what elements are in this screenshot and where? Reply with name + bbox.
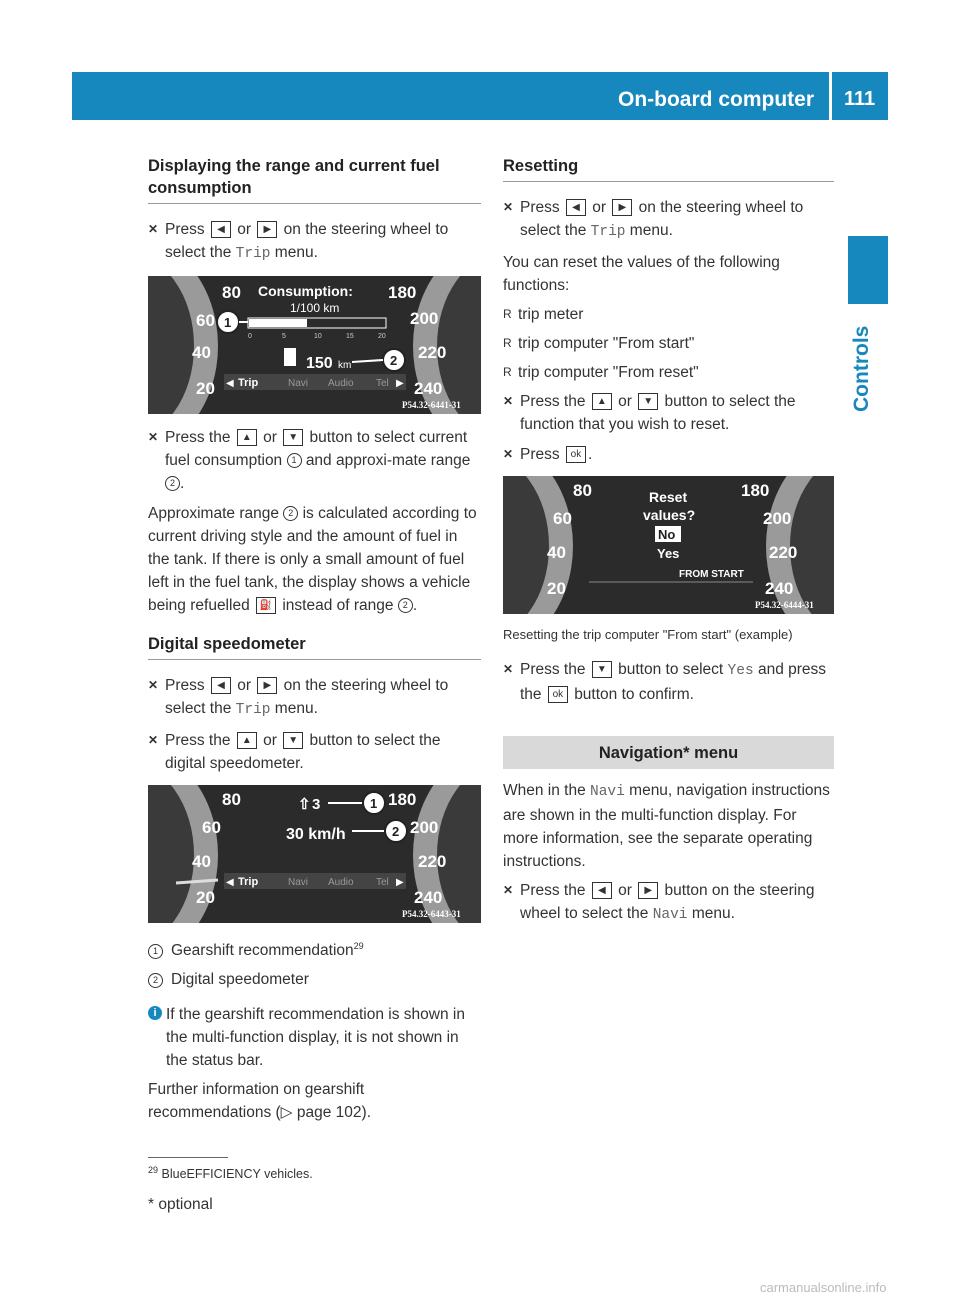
reset-intro: You can reset the values of the following functions:	[503, 254, 780, 294]
side-tab-marker	[848, 236, 888, 304]
svg-text:Consumption:: Consumption:	[258, 283, 353, 299]
section-title-speedometer: Digital speedometer	[148, 633, 481, 660]
step-marker-icon: ✕	[148, 733, 159, 747]
svg-text:240: 240	[765, 579, 794, 598]
svg-text:Yes: Yes	[657, 546, 680, 561]
up-arrow-key-icon: ▲	[237, 429, 257, 446]
down-arrow-key-icon: ▼	[283, 429, 303, 446]
left-arrow-key-icon: ◀	[566, 199, 586, 216]
step-reset-select-trip: ✕ Press ◀ or ▶ on the steering wheel to select the Trip menu.	[503, 196, 834, 244]
svg-text:150: 150	[306, 355, 333, 372]
cluster-image-speedometer	[148, 785, 481, 923]
svg-text:20: 20	[196, 379, 215, 398]
svg-text:80: 80	[222, 790, 241, 809]
svg-text:240: 240	[414, 888, 443, 907]
svg-text:No: No	[658, 527, 676, 542]
svg-text:5: 5	[282, 333, 286, 340]
callout-1-icon: 1	[148, 944, 163, 959]
cluster-image-consumption	[148, 276, 481, 414]
legend-item-2: 2 Digital speedometer	[148, 968, 481, 991]
svg-text:200: 200	[410, 818, 439, 837]
svg-text:180: 180	[388, 283, 417, 302]
svg-text:20: 20	[378, 333, 386, 340]
svg-text:10: 10	[314, 333, 322, 340]
left-arrow-key-icon: ◀	[592, 882, 612, 899]
svg-text:◀: ◀	[226, 877, 234, 888]
svg-text:▶: ▶	[396, 877, 404, 888]
svg-text:km: km	[338, 360, 352, 371]
left-arrow-key-icon: ◀	[211, 677, 231, 694]
optional-note: * optional	[148, 1196, 213, 1213]
section-title-resetting: Resetting	[503, 155, 834, 182]
step-select-consumption: ✕ Press the ▲ or ▼ button to select current fuel consumption 1 and approxi-mate range 2 .	[148, 426, 481, 495]
step-marker-icon: ✕	[148, 430, 159, 444]
step-select-yes: ✕ Press the ▼ button to select Yes and press the ok button to confirm.	[503, 658, 834, 706]
svg-text:▶: ▶	[396, 378, 404, 389]
callout-2-icon: 2	[165, 476, 180, 491]
svg-text:Navi: Navi	[288, 378, 309, 389]
header-divider	[829, 72, 832, 120]
svg-text:80: 80	[222, 283, 241, 302]
svg-text:2: 2	[392, 824, 400, 839]
svg-text:20: 20	[196, 888, 215, 907]
info-note: i If the gearshift recommendation is shown in the multi-function display, it is not shown in the status bar.	[148, 1003, 481, 1072]
up-arrow-key-icon: ▲	[592, 393, 612, 410]
legend-item-1: 1 Gearshift recommendation$^{29}$	[148, 935, 481, 962]
svg-text:15: 15	[346, 333, 354, 340]
step-marker-icon: ✕	[148, 678, 159, 692]
step-marker-icon: ✕	[503, 394, 514, 408]
cluster-image-reset	[503, 476, 834, 614]
svg-text:values?: values?	[643, 507, 696, 523]
section-title-navigation: Navigation* menu	[503, 736, 834, 769]
svg-text:P54.32-6444-31: P54.32-6444-31	[755, 600, 814, 610]
right-arrow-key-icon: ▶	[257, 221, 277, 238]
svg-text:Trip: Trip	[238, 876, 259, 888]
svg-text:Audio: Audio	[328, 877, 354, 888]
svg-text:180: 180	[388, 790, 417, 809]
svg-text:◀: ◀	[226, 378, 234, 389]
step-select-speedometer: ✕ Press the ▲ or ▼ button to select the digital speedometer.	[148, 729, 481, 775]
step-select-function: ✕ Press the ▲ or ▼ button to select the function that you wish to reset.	[503, 390, 834, 436]
side-tab-label: Controls	[850, 325, 873, 412]
section-title-range: Displaying the range and current fuel consumption	[148, 155, 481, 204]
svg-text:60: 60	[553, 509, 572, 528]
down-arrow-key-icon: ▼	[283, 732, 303, 749]
svg-text:200: 200	[763, 509, 792, 528]
svg-text:P54.32-6443-31: P54.32-6443-31	[402, 909, 461, 919]
figure-caption: Resetting the trip computer "From start" (example)	[503, 627, 793, 642]
svg-text:Tel: Tel	[376, 378, 389, 389]
info-icon: i	[148, 1006, 162, 1020]
step-marker-icon: ✕	[148, 222, 159, 236]
svg-text:0: 0	[248, 333, 252, 340]
svg-text:Reset: Reset	[649, 489, 688, 505]
svg-text:Tel: Tel	[376, 877, 389, 888]
svg-text:⇧: ⇧	[298, 796, 311, 813]
step-select-trip-2: ✕ Press ◀ or ▶ on the steering wheel to select the Trip menu.	[148, 674, 481, 722]
svg-text:240: 240	[414, 379, 443, 398]
step-press-ok: ✕ Press ok .	[503, 443, 834, 466]
step-select-trip: ✕ Press ◀ or ▶ on the steering wheel to select the Trip menu.	[148, 218, 481, 266]
step-marker-icon: ✕	[503, 662, 514, 676]
ok-key-icon: ok	[566, 446, 586, 463]
further-info-paragraph: Further information on gearshift recommendations (▷ page 102).	[148, 1081, 372, 1122]
bullet-item: R trip meter	[503, 306, 584, 323]
svg-text:3: 3	[312, 796, 321, 813]
svg-text:Audio: Audio	[328, 378, 354, 389]
svg-text:40: 40	[192, 852, 211, 871]
down-arrow-key-icon: ▼	[592, 661, 612, 678]
svg-text:P54.32-6441-31: P54.32-6441-31	[402, 400, 461, 410]
callout-2-icon: 2	[283, 506, 298, 521]
svg-text:60: 60	[196, 311, 215, 330]
step-marker-icon: ✕	[503, 200, 514, 214]
up-arrow-key-icon: ▲	[237, 732, 257, 749]
step-marker-icon: ✕	[503, 447, 514, 461]
range-paragraph: Approximate range 2 is calculated according to current driving style and the amount of fuel in the tank. If there is only a small amount of fuel left in the fuel tank, the display shows a vehicle being refuelled ⛽ instead of range 2 .	[148, 505, 477, 614]
svg-text:220: 220	[418, 343, 447, 362]
svg-text:30 km/h: 30 km/h	[286, 826, 346, 843]
svg-text:60: 60	[202, 818, 221, 837]
right-arrow-key-icon: ▶	[612, 199, 632, 216]
footnote-rule	[148, 1157, 228, 1158]
refuel-vehicle-icon: ⛽	[256, 597, 276, 614]
svg-text:180: 180	[741, 481, 770, 500]
right-arrow-key-icon: ▶	[638, 882, 658, 899]
svg-text:220: 220	[418, 852, 447, 871]
svg-text:200: 200	[410, 309, 439, 328]
left-column	[148, 155, 481, 1130]
svg-text:220: 220	[769, 543, 798, 562]
step-select-navi: ✕ Press the ◀ or ▶ button on the steering wheel to select the Navi menu.	[503, 879, 834, 927]
svg-text:1/100 km: 1/100 km	[290, 301, 340, 315]
right-column	[503, 155, 834, 934]
svg-text:FROM START: FROM START	[679, 569, 744, 580]
svg-text:Trip: Trip	[238, 377, 259, 389]
ok-key-icon: ok	[548, 686, 568, 703]
callout-2-icon: 2	[148, 973, 163, 988]
svg-text:1: 1	[224, 315, 232, 330]
step-marker-icon: ✕	[503, 883, 514, 897]
watermark: carmanualsonline.info	[760, 1280, 887, 1295]
bullet-item: R trip computer "From reset"	[503, 364, 699, 381]
svg-text:Navi: Navi	[288, 877, 309, 888]
left-arrow-key-icon: ◀	[211, 221, 231, 238]
svg-text:1: 1	[370, 796, 378, 811]
svg-text:2: 2	[390, 353, 398, 368]
svg-text:20: 20	[547, 579, 566, 598]
callout-1-icon: 1	[287, 453, 302, 468]
down-arrow-key-icon: ▼	[638, 393, 658, 410]
svg-text:40: 40	[192, 343, 211, 362]
bullet-item: R trip computer "From start"	[503, 335, 695, 352]
right-arrow-key-icon: ▶	[257, 677, 277, 694]
svg-text:40: 40	[547, 543, 566, 562]
page-header-title: On-board computer	[618, 88, 815, 111]
svg-text:80: 80	[573, 481, 592, 500]
callout-2-icon: 2	[398, 598, 413, 613]
footnote: $^{29}$ BlueEFFICIENCY vehicles.	[148, 1165, 313, 1182]
page-number: 111	[844, 88, 876, 110]
navigation-paragraph: When in the Navi menu, navigation instructions are shown in the multi-function display. For more information, see the separate operating instructions.	[503, 782, 830, 870]
